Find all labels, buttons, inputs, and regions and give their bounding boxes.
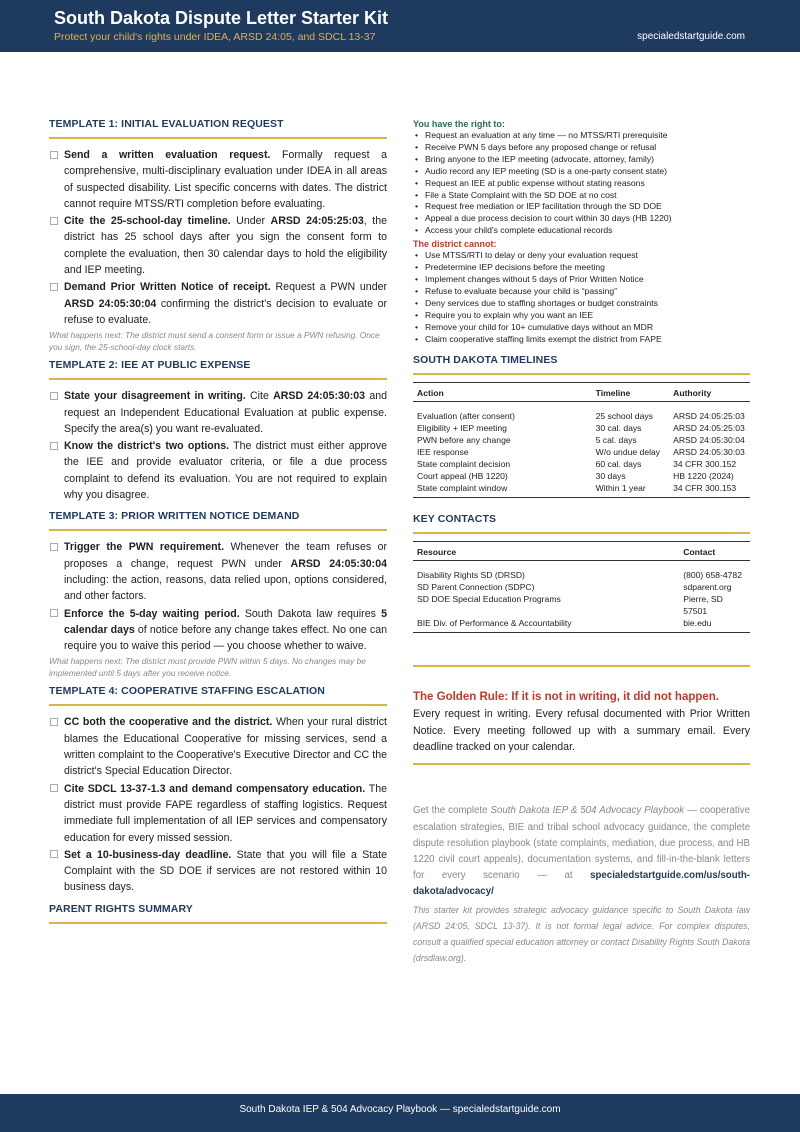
rights-list-item: • File a State Complaint with the SD DOE at no cost (413, 190, 750, 202)
rights-list-item: • Refuse to evaluate because your child is “passing” (413, 286, 750, 298)
rights-list-item: • Request an evaluation at any time — no MTSS/RTI prerequisite (413, 130, 750, 142)
checkbox-icon[interactable] (50, 850, 58, 858)
citation: 5 calendar days (64, 607, 387, 636)
checkbox-icon[interactable] (50, 609, 58, 617)
table-row (413, 402, 750, 423)
item-heading: Enforce the 5-day waiting period. (64, 607, 240, 620)
rights-list-item: • Request an IEE at public expense without stating reasons (413, 178, 750, 190)
table-cell: 30 cal. days (595, 423, 642, 434)
checkbox-icon[interactable] (50, 392, 58, 400)
table-cell: Evaluation (after consent) (417, 411, 515, 422)
table-cell: 34 CFR 300.152 (673, 459, 737, 470)
table-cell: (800) 658-4782 (683, 570, 742, 581)
left-column (49, 118, 387, 932)
page-subtitle: Protect your child's rights under IDEA, ARSD 24:05, and SDCL 13-37 (54, 31, 376, 43)
item-text: including: the action, reasons, data relied upon, options considered, and other factors. (64, 573, 387, 603)
contacts-table (413, 541, 750, 633)
item-heading: Demand Prior Written Notice of receipt. (64, 281, 271, 294)
template-3-title: TEMPLATE 3: PRIOR WRITTEN NOTICE DEMAND (49, 510, 300, 523)
table-row (413, 581, 750, 593)
rights-list-item: • Access your child's complete educational records (413, 225, 750, 237)
rights-list-item: • Audio record any IEP meeting (SD is a one-party consent state) (413, 166, 750, 178)
table-row (413, 482, 750, 498)
parent-rights-title: PARENT RIGHTS SUMMARY (49, 902, 193, 915)
table-cell: bie.edu (683, 618, 712, 629)
rights-cannot-list (413, 250, 750, 345)
table-cell: W/o undue delay (595, 447, 661, 458)
item-text: confirming the district's decision to evaluate or refuse to evaluate. (64, 297, 387, 326)
item-text: Cite (245, 390, 274, 403)
template-4-title: TEMPLATE 4: COOPERATIVE STAFFING ESCALATION (49, 685, 325, 698)
checkbox-icon[interactable] (50, 718, 58, 726)
golden-rule-body: Every request in writing. Every refusal documented with Prior Written Notice. Every meeting followed up with a summary email. Every deadline tracked on your calendar. (413, 708, 750, 753)
rights-list-item: • Use MTSS/RTI to delay or deny your evaluation request (413, 250, 750, 262)
promo-text-part: Get the complete (413, 805, 491, 817)
table-cell: Court appeal (HB 1220) (417, 471, 508, 482)
table-row (413, 446, 750, 458)
item-text: South Dakota law requires (239, 607, 382, 620)
table-cell: State complaint window (417, 483, 508, 494)
table-cell: Eligibility + IEP meeting (417, 423, 507, 434)
checklist-item (49, 438, 387, 503)
promo-text (413, 803, 750, 900)
right-column (413, 119, 750, 966)
checklist-item (49, 213, 387, 278)
table-row (413, 617, 750, 633)
page-footer: South Dakota IEP & 504 Advocacy Playbook — specialedstartguide.com (0, 1094, 800, 1132)
table-cell: 60 cal. days (595, 459, 642, 470)
contacts-title: KEY CONTACTS (413, 513, 497, 526)
table-cell: State complaint decision (417, 459, 511, 470)
table-row (413, 470, 750, 482)
column-header: Resource (413, 542, 679, 561)
table-row (413, 434, 750, 446)
section-divider (413, 763, 750, 765)
section-divider (413, 532, 750, 534)
table-cell: ARSD 24:05:25:03 (673, 423, 745, 434)
table-cell: Within 1 year (595, 483, 646, 494)
rights-list-item: • Implement changes without 5 days of Prior Written Notice (413, 274, 750, 286)
column-header: Contact (679, 542, 750, 561)
page-title: South Dakota Dispute Letter Starter Kit (54, 8, 389, 28)
table-cell: 5 cal. days (595, 435, 637, 446)
section-divider (49, 137, 387, 139)
rights-list-item: • Request free mediation or IEP facilitation through the SD DOE (413, 201, 750, 213)
disclaimer: This starter kit provides strategic advocacy guidance specific to South Dakota law (ARSD 24:05, SDCL 13-37). It is not formal legal advice. For complex disputes, consult a qualified special education attorney or contact Disability Rights South Dakota (drsdlaw.org). (413, 904, 750, 964)
rights-list-item: • Claim cooperative staffing limits exempt the district from FAPE (413, 334, 750, 346)
book-title: South Dakota IEP & 504 Advocacy Playbook (490, 805, 685, 817)
column-header: Action (413, 383, 592, 402)
checkbox-icon[interactable] (50, 151, 58, 159)
item-heading: Cite the 25-school-day timeline. (64, 215, 231, 228)
column-header: Timeline (592, 383, 670, 402)
item-heading: Trigger the PWN requirement. (64, 541, 225, 554)
table-cell: ARSD 24:05:30:03 (673, 447, 745, 458)
table-cell: Pierre, SD 57501 (683, 594, 723, 617)
rights-list-item: • Appeal a due process decision to court within 30 days (HB 1220) (413, 213, 750, 225)
table-cell: IEE response (417, 447, 469, 458)
table-cell: HB 1220 (2024) (673, 471, 734, 482)
item-text: State that you will file a State Complaint with the SD DOE if services are not restored within 10 business days. (64, 848, 387, 894)
section-divider (49, 704, 387, 706)
item-heading: State your disagreement in writing. (64, 390, 246, 403)
checkbox-icon[interactable] (50, 543, 58, 551)
checkbox-icon[interactable] (50, 217, 58, 225)
timelines-table (413, 382, 750, 498)
table-row (413, 422, 750, 434)
promo-text-part: — cooperative escalation strategies, BIE and tribal school advocacy guidance, the complete dispute resolution playbook (state complaints, mediation, due process, and HB 1220 civil court appeals), documentation systems, and fill-in-the-blank letters for every scenario — at (413, 805, 751, 882)
header-url: specialedstartguide.com (637, 31, 745, 42)
citation: ARSD 24:05:30:04 (64, 297, 157, 310)
checkbox-icon[interactable] (50, 442, 58, 450)
item-heading: Cite SDCL 13-37-1.3 and demand compensatory education. (64, 782, 366, 795)
table-cell: ARSD 24:05:30:04 (673, 435, 745, 446)
rights-have-title: You have the right to: (413, 119, 505, 129)
table-cell: SD Parent Connection (SDPC) (417, 582, 535, 593)
item-text: The district must either approve the IEE and provide evaluator criteria, or file a due process complaint to defend its evaluation. You are not required to explain why you disagree. (64, 440, 387, 502)
rights-list-item: • Bring anyone to the IEP meeting (advocate, attorney, family) (413, 154, 750, 166)
item-text: Formally request a comprehensive, multi-disciplinary evaluation under IDEA in all areas of suspected disability. List specific concerns with dates. The district cannot require MTSS/RTI completion before evaluating. (64, 149, 387, 210)
item-heading: Know the district's two options. (64, 440, 230, 453)
golden-rule-title: The Golden Rule: If it is not in writing, it did not happen. (413, 691, 720, 704)
checklist-item (49, 714, 387, 779)
item-text: Under (230, 215, 271, 228)
checklist-item (49, 781, 387, 846)
checkbox-icon[interactable] (50, 283, 58, 291)
item-text: and request an Independent Educational Evaluation at public expense. Specify the area(s) you want re-evaluated. (64, 390, 387, 435)
rights-list-item: • Predetermine IEP decisions before the meeting (413, 262, 750, 274)
rights-cannot-title: The district cannot: (413, 239, 497, 250)
what-happens-next-note: What happens next: The district must provide PWN within 5 days. No changes may be implemented until 5 days after you receive notice. (49, 656, 366, 679)
item-text: , the district has 25 school days after you sign the consent form to complete the evaluation, then 30 calendar days to hold the eligibility and IEP meeting. (64, 215, 387, 277)
item-heading: CC both the cooperative and the district. (64, 716, 273, 729)
item-text: Request a PWN under (270, 281, 388, 294)
rights-list-item: • Require you to explain why you want an IEE (413, 310, 750, 322)
checklist-item (49, 539, 387, 604)
checklist-item (49, 147, 387, 212)
checklist-item (49, 606, 387, 655)
section-divider (49, 378, 387, 380)
rights-list-item: • Receive PWN 5 days before any proposed change or refusal (413, 142, 750, 154)
table-row (413, 458, 750, 470)
table-cell: PWN before any change (417, 435, 511, 446)
table-cell: 30 days (595, 471, 626, 482)
checklist-item (49, 847, 387, 896)
table-cell: Disability Rights SD (DRSD) (417, 570, 525, 581)
section-divider (413, 373, 750, 375)
section-divider (49, 922, 387, 924)
timelines-title: SOUTH DAKOTA TIMELINES (413, 354, 558, 367)
table-cell: 25 school days (595, 411, 653, 422)
table-cell: ARSD 24:05:25:03 (673, 411, 745, 422)
what-happens-next-note: What happens next: The district must send a consent form or issue a PWN refusing. Once you sign, the 25-school-day clock starts. (49, 330, 380, 353)
item-heading: Send a written evaluation request. (64, 149, 271, 161)
table-cell: BIE Div. of Performance & Accountability (417, 618, 572, 629)
item-text: of notice before any change takes effect. No one can require you to waive this period — you choose whether to waive. (64, 623, 387, 653)
template-1-title: TEMPLATE 1: INITIAL EVALUATION REQUEST (49, 118, 284, 130)
checkbox-icon[interactable] (50, 784, 58, 792)
section-divider (413, 665, 750, 667)
table-row (413, 593, 750, 617)
rights-have-list (413, 130, 750, 237)
citation: ARSD 24:05:25:03 (270, 215, 364, 228)
rights-list-item: • Deny services due to staffing shortages or budget constraints (413, 298, 750, 310)
table-cell: sdparent.org (683, 582, 732, 593)
advocacy-link[interactable]: specialedstartguide.com/us/south-dakota/advocacy/ (413, 870, 750, 898)
item-text: Whenever the team refuses or proposes a change, request PWN under (64, 541, 387, 570)
checklist-item (49, 388, 387, 437)
citation: ARSD 24:05:30:03 (273, 390, 366, 403)
item-heading: Set a 10-business-day deadline. (64, 848, 232, 861)
column-header: Authority (669, 383, 750, 402)
citation: ARSD 24:05:30:04 (290, 557, 387, 570)
item-text: The district must provide FAPE regardless of staffing logistics. Request immediate full implementation of all IEP services and compensatory education for every missed session. (64, 782, 387, 844)
table-row (413, 561, 750, 582)
page-header (0, 0, 800, 52)
checklist-item (49, 279, 387, 328)
rights-list-item: • Remove your child for 10+ cumulative days without an MDR (413, 322, 750, 334)
section-divider (49, 529, 387, 531)
item-text: When your rural district blames the Educational Cooperative for missing services, send a written complaint to the Cooperative's Executive Director and CC the district's Special Education Director. (64, 716, 388, 778)
template-2-title: TEMPLATE 2: IEE AT PUBLIC EXPENSE (49, 359, 251, 372)
table-cell: SD DOE Special Education Programs (417, 594, 561, 605)
table-cell: 34 CFR 300.153 (673, 483, 737, 494)
